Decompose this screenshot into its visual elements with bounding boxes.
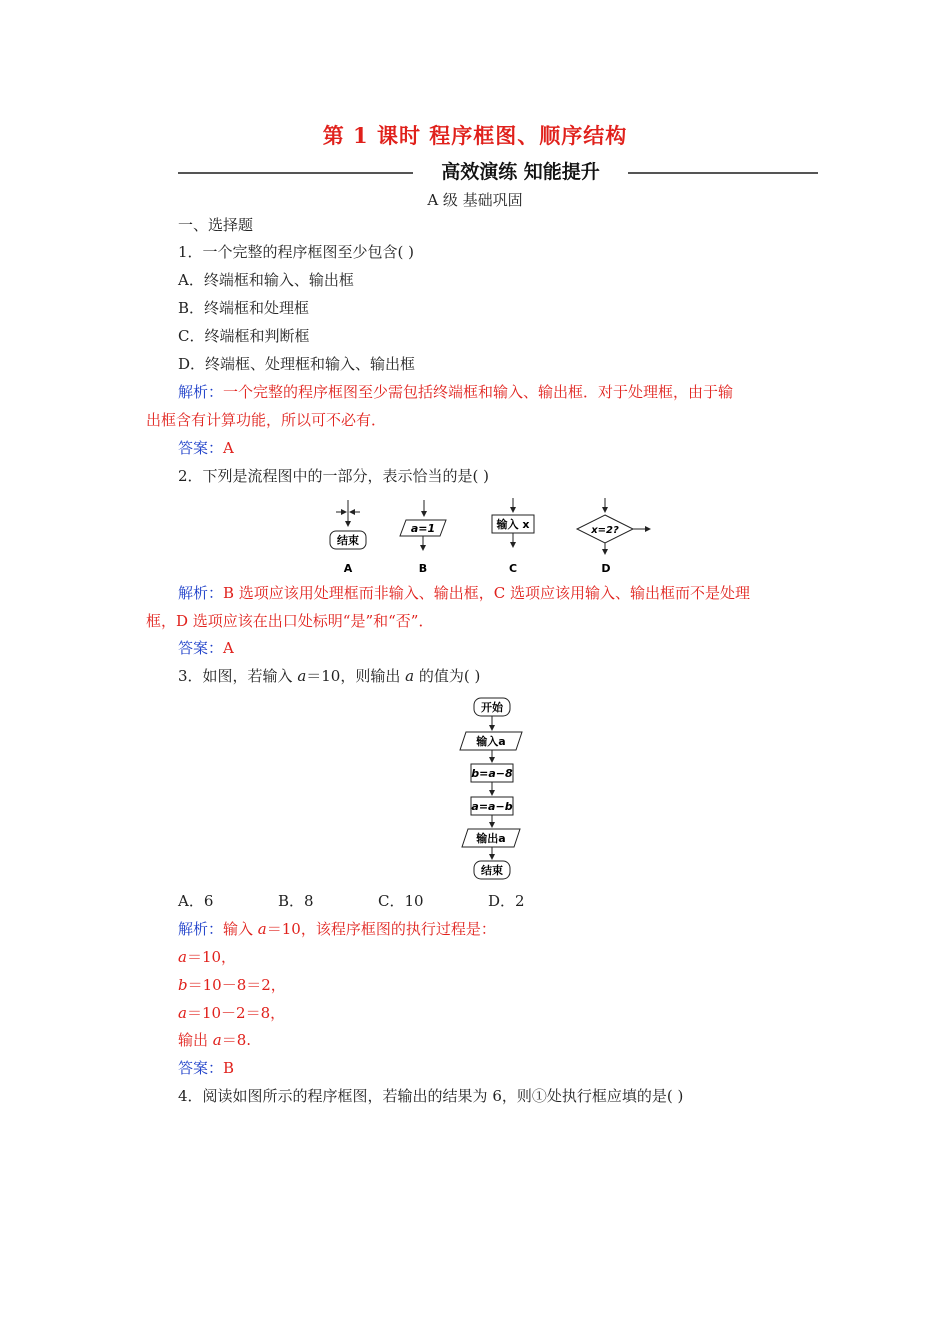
q2-d-box-text: x=2? [591, 525, 619, 536]
q3-answer [178, 1058, 234, 1078]
q2-a-box-text: 结束 [337, 534, 359, 547]
q1-option-a: A．终端框和输入、输出框 [178, 271, 354, 289]
q3-step-2-var: b [178, 976, 188, 994]
q3-flow-end: 结束 [481, 864, 503, 877]
q2-label-a: A [343, 562, 353, 575]
q2-answer-label: 答案： [178, 639, 224, 657]
q2-analysis-line2: 框，D 选项应该在出口处标明“是”和“否”． [146, 612, 434, 630]
q2-answer [178, 638, 234, 658]
q3-step-2 [178, 975, 286, 995]
q2-b-box-text: a=1 [410, 522, 436, 535]
q3-option-a: A．6 [178, 892, 214, 910]
q3-flow-step1: b=a−8 [471, 767, 513, 780]
q3-stem-mid: ＝10，则输出 [306, 667, 406, 685]
subtitle-rule-left [178, 172, 413, 174]
q2-flowchart-options [320, 490, 660, 580]
q3-final-output [178, 1030, 251, 1050]
q2-option-b-diagram [400, 500, 446, 550]
q3-stem-pre: 3．如图，若输入 [178, 667, 298, 685]
q1-option-d: D．终端框、处理框和输入、输出框 [178, 355, 416, 373]
q2-stem: 2．下列是流程图中的一部分，表示恰当的是( ) [178, 467, 490, 485]
q2-c-box-text: 输入 x [496, 518, 530, 531]
q1-option-b: B．终端框和处理框 [178, 299, 310, 317]
q3-final-pre: 输出 [178, 1031, 213, 1049]
level-heading: A 级 基础巩固 [427, 191, 523, 209]
q1-answer-value: A [223, 439, 234, 457]
q2-label-d: D [601, 562, 611, 575]
q3-stem-post: 的值为( ) [414, 667, 481, 685]
q2-analysis-label: 解析： [178, 584, 224, 602]
q2-label-c: C [508, 562, 518, 575]
q3-answer-value: B [223, 1059, 235, 1077]
subtitle: 高效演练 知能提升 [441, 161, 600, 183]
q3-step-3-var: a [178, 1004, 187, 1022]
q2-analysis-text1: B 选项应该用处理框而非输入、输出框，C 选项应该用输入、输出框而不是处理 [223, 584, 751, 602]
subtitle-rule-right [628, 172, 818, 174]
q1-analysis-line2: 出框含有计算功能，所以可不必有． [146, 411, 387, 429]
q3-step-2-text: ＝10－8＝2， [187, 976, 286, 994]
q3-step-1-text: ＝10， [186, 948, 237, 966]
q3-answer-label: 答案： [178, 1059, 224, 1077]
q3-flow-output: 输出a [476, 832, 506, 845]
q3-flow-start: 开始 [481, 701, 503, 714]
subtitle-row [178, 158, 818, 186]
q3-step-1 [178, 947, 236, 967]
q1-option-c: C．终端框和判断框 [178, 327, 310, 345]
q3-flow-step2: a=a−b [471, 800, 513, 813]
q3-analysis-pre: 输入 [223, 920, 258, 938]
q1-analysis-text1: 一个完整的程序框图至少需包括终端框和输入、输出框．对于处理框，由于输 [223, 383, 734, 401]
q3-analysis-post: ＝10，该程序框图的执行过程是： [266, 920, 496, 938]
q3-flowchart [455, 694, 535, 886]
q3-analysis-line1 [178, 919, 496, 939]
q1-answer [178, 438, 234, 458]
section-heading: 一、选择题 [178, 216, 254, 234]
q3-final-var: a [212, 1031, 222, 1049]
q3-step-1-var: a [178, 948, 187, 966]
q2-analysis-line1 [178, 583, 750, 603]
q3-stem [178, 666, 480, 686]
q1-analysis-line1 [178, 382, 733, 402]
q3-option-c: C．10 [378, 892, 424, 910]
q3-step-3 [178, 1003, 285, 1023]
q3-stem-var1: a [297, 667, 307, 685]
q3-option-d: D．2 [488, 892, 525, 910]
q2-option-a-diagram [330, 500, 366, 549]
q2-option-c-diagram [492, 498, 534, 547]
q4-stem: 4．阅读如图所示的程序框图，若输出的结果为 6，则①处执行框应填的是( ) [178, 1087, 684, 1105]
q3-flow-input: 输入a [476, 735, 506, 748]
q2-option-d-diagram [577, 498, 650, 554]
q1-analysis-label: 解析： [178, 383, 224, 401]
q3-analysis-var: a [257, 920, 267, 938]
q3-stem-var2: a [405, 667, 415, 685]
q1-stem: 1．一个完整的程序框图至少包含( ) [178, 243, 415, 261]
q1-answer-label: 答案： [178, 439, 224, 457]
page-title: 第 1 课时 程序框图、顺序结构 [322, 123, 628, 148]
q3-final-post: ＝8. [221, 1031, 252, 1049]
q3-step-3-text: ＝10－2＝8， [186, 1004, 286, 1022]
q3-option-b: B．8 [278, 892, 314, 910]
q2-label-b: B [418, 562, 428, 575]
q2-answer-value: A [223, 639, 234, 657]
q3-analysis-label: 解析： [178, 920, 224, 938]
